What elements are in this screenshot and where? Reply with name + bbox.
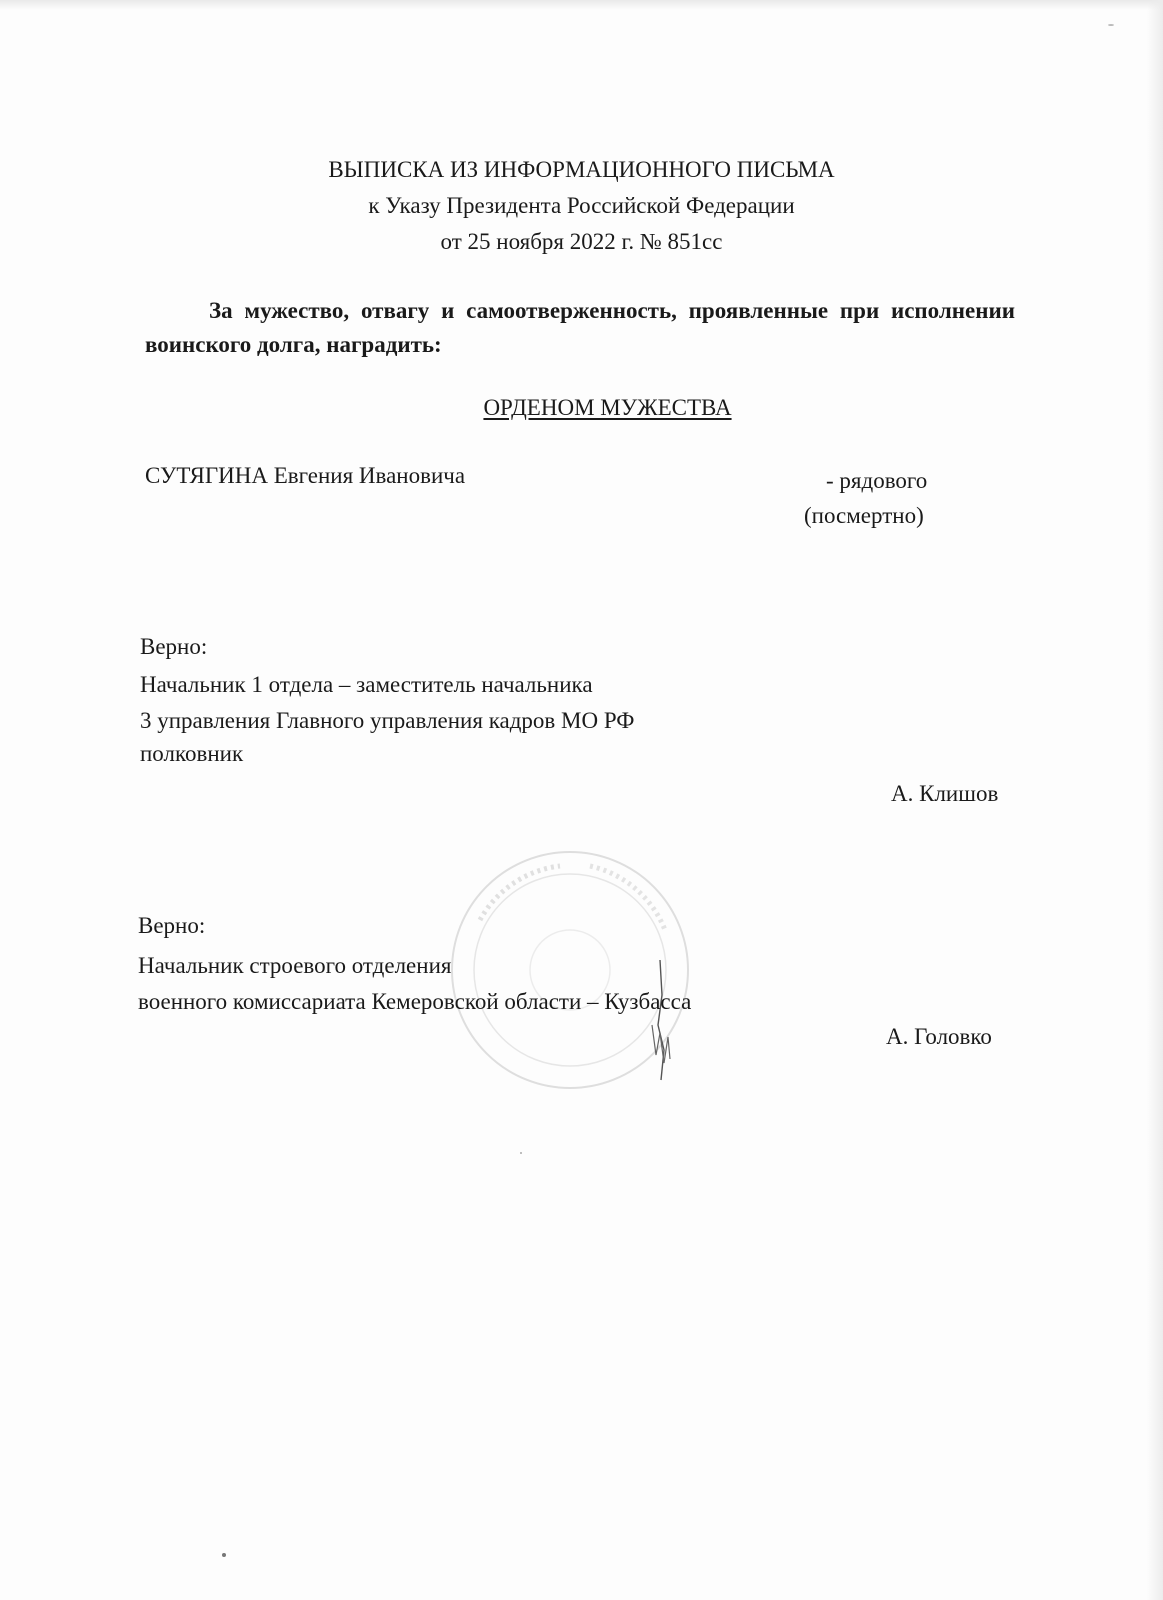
document-subtitle: к Указу Президента Российской Федерации: [368, 193, 795, 218]
certification-2-verified: Верно:: [138, 913, 206, 938]
decree-date-line: от 25 ноября 2022 г. № 851сс: [440, 229, 723, 254]
certification-1-signatory: А. Клишов: [891, 781, 999, 806]
scan-speck: [1108, 24, 1114, 26]
certification-2-position-line2: военного комиссариата Кемеровской области – Кузбасса: [138, 989, 692, 1014]
scan-edge-top: [0, 0, 1163, 10]
recipient-name: СУТЯГИНА Евгения Ивановича: [145, 463, 466, 488]
decree-text: За мужество, отвагу и самоотверженность, проявленные при исполнении воинского долга, наградить:: [145, 298, 1015, 357]
signature-icon: [630, 955, 700, 1085]
certification-1-position-line2: 3 управления Главного управления кадров МО РФ: [140, 708, 635, 733]
document-title: ВЫПИСКА ИЗ ИНФОРМАЦИОННОГО ПИСЬМА: [328, 157, 835, 182]
award-name: ОРДЕНОМ МУЖЕСТВА: [483, 395, 732, 420]
certification-2-signatory: А. Головко: [886, 1024, 992, 1049]
certification-1-position-line1: Начальник 1 отдела – заместитель начальника: [140, 672, 593, 697]
recipient-rank: - рядового: [826, 468, 928, 493]
certification-1-verified: Верно:: [140, 634, 208, 659]
certification-2-position-line1: Начальник строевого отделения: [138, 953, 452, 978]
scan-speck: [520, 1152, 522, 1154]
certification-1-rank: полковник: [140, 741, 244, 766]
award-heading: [0, 394, 1163, 422]
recipient-note: (посмертно): [804, 503, 924, 528]
scan-speck: [222, 1553, 226, 1557]
